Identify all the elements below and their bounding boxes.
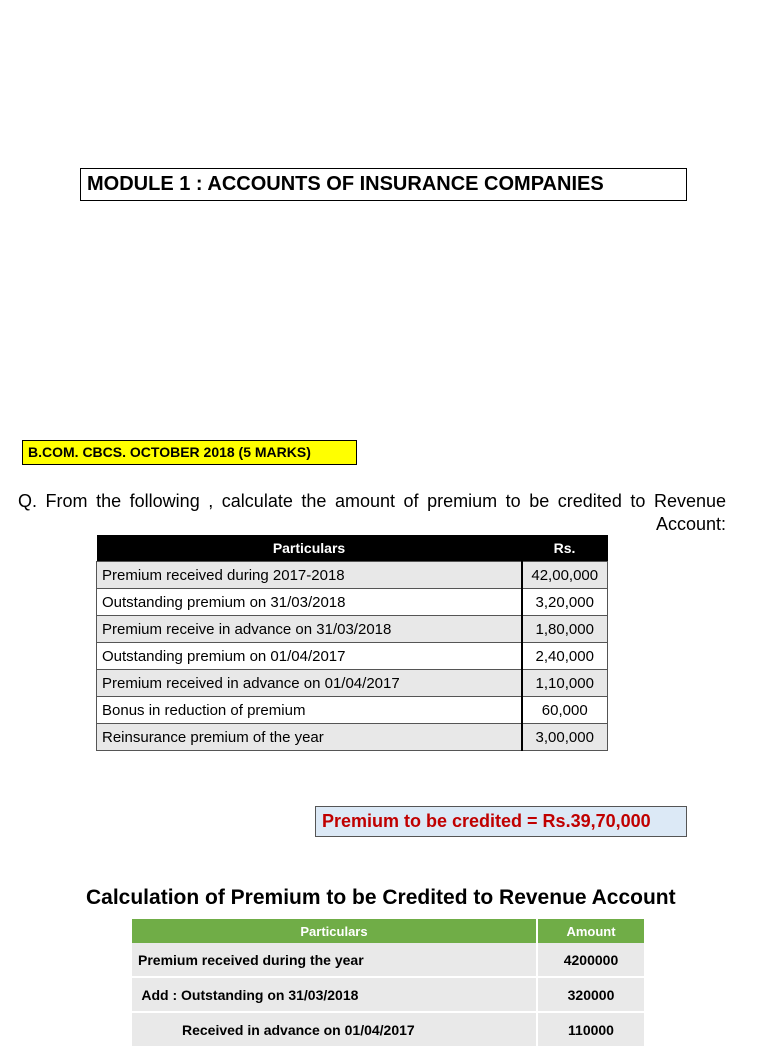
table-header-row <box>97 535 608 562</box>
given-data-table <box>96 535 608 751</box>
calculation-table <box>132 919 644 1048</box>
table-row <box>97 589 608 616</box>
table-row <box>132 1012 644 1047</box>
row-amount: 1,10,000 <box>522 670 608 697</box>
table-row <box>97 643 608 670</box>
header-rs: Rs. <box>522 535 608 562</box>
row-particular: Premium received during the year <box>132 943 537 977</box>
row-particular: Add : Outstanding on 31/03/2018 <box>132 977 537 1012</box>
table-row <box>97 697 608 724</box>
row-amount: 1,80,000 <box>522 616 608 643</box>
table-row <box>132 977 644 1012</box>
row-amount: 3,00,000 <box>522 724 608 751</box>
row-particular: Premium receive in advance on 31/03/2018 <box>97 616 522 643</box>
module-title: MODULE 1 : ACCOUNTS OF INSURANCE COMPANIES <box>80 168 687 201</box>
exam-badge: B.COM. CBCS. OCTOBER 2018 (5 MARKS) <box>22 440 357 465</box>
row-particular: Outstanding premium on 01/04/2017 <box>97 643 522 670</box>
result-box: Premium to be credited = Rs.39,70,000 <box>315 806 687 837</box>
table-row <box>97 562 608 589</box>
row-particular: Premium received during 2017-2018 <box>97 562 522 589</box>
header-amount: Amount <box>537 919 644 943</box>
header-particulars: Particulars <box>132 919 537 943</box>
table-row <box>97 616 608 643</box>
row-particular: Bonus in reduction of premium <box>97 697 522 724</box>
row-amount: 2,40,000 <box>522 643 608 670</box>
question-text: Q. From the following , calculate the amount of premium to be credited to Revenue Account: <box>18 491 726 534</box>
row-amount: 320000 <box>537 977 644 1012</box>
row-particular: Reinsurance premium of the year <box>97 724 522 751</box>
table-header-row <box>132 919 644 943</box>
row-particular: Received in advance on 01/04/2017 <box>132 1012 537 1047</box>
row-particular: Outstanding premium on 31/03/2018 <box>97 589 522 616</box>
row-amount: 60,000 <box>522 697 608 724</box>
row-amount: 110000 <box>537 1012 644 1047</box>
table-row <box>97 670 608 697</box>
row-amount: 3,20,000 <box>522 589 608 616</box>
header-particulars: Particulars <box>97 535 522 562</box>
row-amount: 42,00,000 <box>522 562 608 589</box>
row-particular: Premium received in advance on 01/04/2017 <box>97 670 522 697</box>
table-row <box>132 943 644 977</box>
row-amount: 4200000 <box>537 943 644 977</box>
table-row <box>97 724 608 751</box>
calculation-heading: Calculation of Premium to be Credited to Revenue Account <box>86 886 676 909</box>
